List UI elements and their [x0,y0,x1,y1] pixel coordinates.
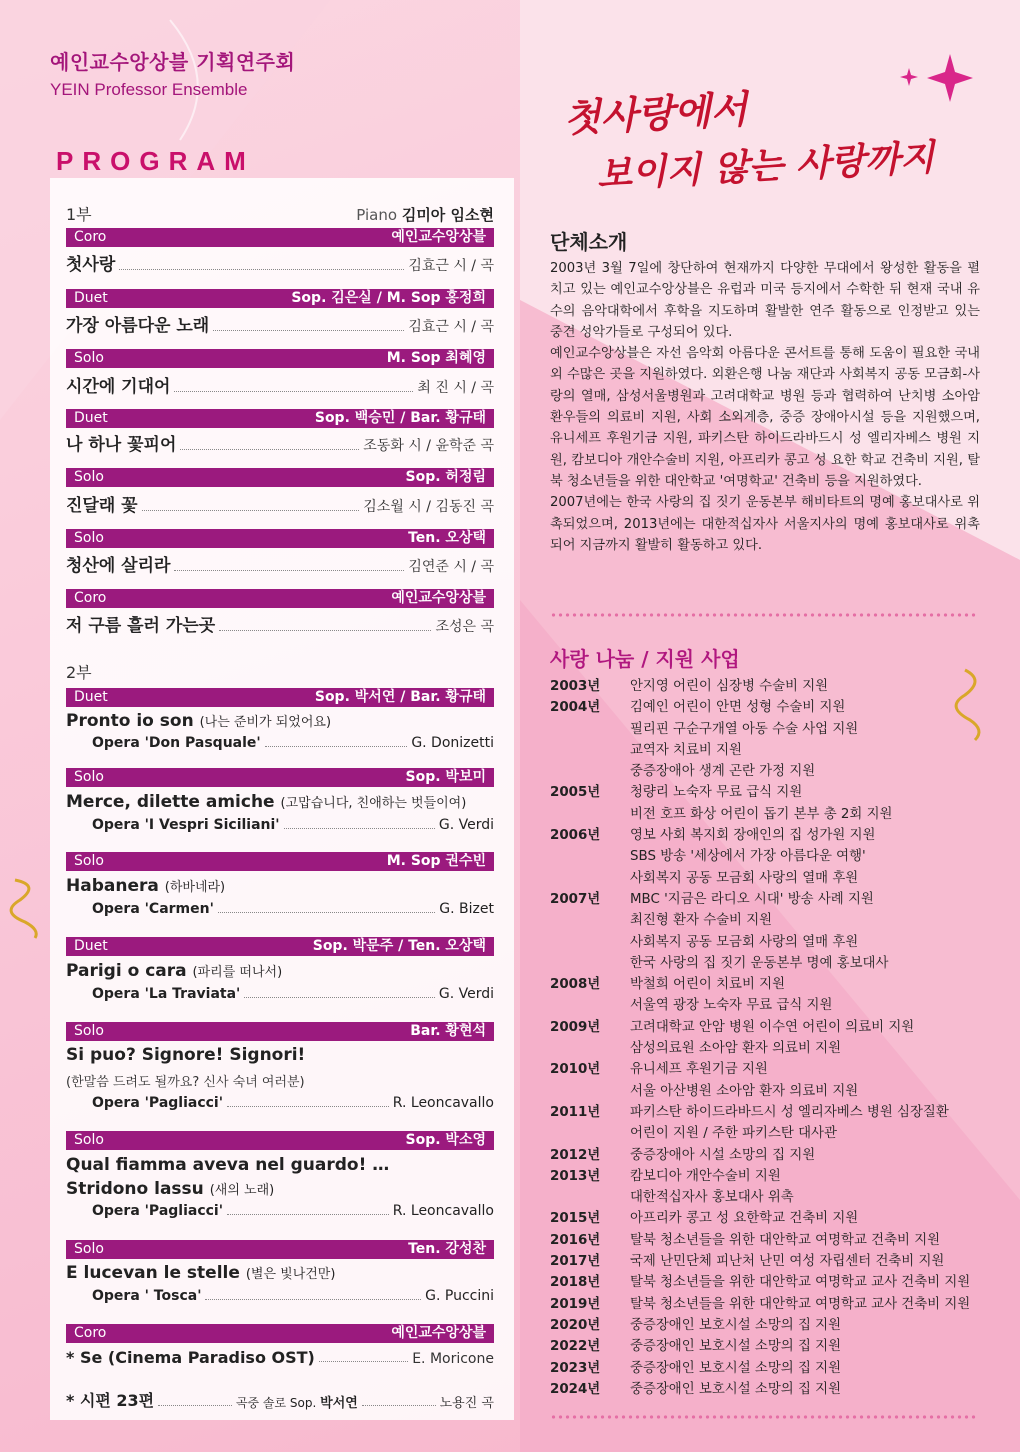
support-text: 캄보디아 개안수술비 지원 [630,1168,781,1184]
support-text: 아프리카 콩고 성 요한학교 건축비 지원 [630,1211,859,1227]
support-row [550,676,990,697]
support-row [550,846,990,867]
support-year: 2003년 [550,679,601,694]
support-text: 한국 사랑의 집 짓기 운동본부 명예 홍보대사 [630,955,889,971]
opera-row: Opera 'Don Pasquale' G. Donizetti [92,735,494,751]
concert-title [562,68,935,199]
support-year [550,995,630,1016]
sparkle-icon [895,50,985,110]
opera-row: Opera 'Pagliacci' R. Leoncavallo [92,1095,494,1111]
aria-translation: (한말씀 드려도 될까요? 신사 숙녀 여러분) [66,1075,305,1090]
support-row [550,1145,990,1166]
item-header: Duet Sop. 김은실 / M. Sop 홍정희 [66,289,494,308]
item-header: Solo Sop. 박소영 [66,1131,494,1150]
support-year: 2006년 [550,828,601,844]
dotted-divider [550,1414,978,1420]
support-row [550,1358,990,1379]
support-year: 2016년 [550,1232,601,1248]
dotted-divider [550,612,978,618]
support-year [550,846,630,867]
support-heading: 사랑 나눔 / 지원 사업 [550,647,740,671]
support-year: 2023년 [550,1360,601,1376]
support-row [550,1081,990,1102]
support-row [550,1272,990,1293]
support-text: 비전 호프 화상 어린이 돕기 본부 총 2회 지원 [630,806,893,822]
support-text: 탈북 청소년들을 위한 대안학교 여명학교 교사 건축비 지원 [630,1275,971,1291]
support-year [550,719,630,740]
support-row [550,974,990,995]
item-header: Coro 예인교수앙상블 [66,1324,494,1343]
support-year: 2009년 [550,1019,601,1035]
support-row [550,910,990,931]
support-row [550,1059,990,1080]
program-item: * Se (Cinema Paradiso OST) E. Moricone [66,1348,494,1367]
support-year [550,932,630,953]
item-header: Duet Sop. 박서연 / Bar. 황규태 [66,688,494,707]
org-title-kr: 예인교수앙상블 기획연주회 [50,50,296,74]
support-year [550,953,630,974]
support-year: 2024년 [550,1381,601,1397]
piano-names: 김미아 임소현 [401,206,494,224]
support-year: 2013년 [550,1168,601,1184]
support-year: 2019년 [550,1296,601,1312]
support-row [550,1294,990,1315]
support-text: 박철희 어린이 치료비 지원 [630,977,786,993]
support-row [550,1123,990,1144]
support-year [550,1187,630,1208]
support-text: 교역자 치료비 지원 [630,742,742,758]
support-year: 2012년 [550,1147,601,1163]
support-text: 어린이 지원 / 주한 파키스탄 대사관 [630,1126,837,1142]
support-text: 필리핀 구순구개열 아동 수술 사업 지원 [630,721,859,737]
aria-title: Parigi o cara (파리를 떠나서) [66,961,283,981]
support-row [550,1102,990,1123]
support-year [550,761,630,782]
support-text: 사회복지 공동 모금회 사랑의 열매 후원 [630,870,859,886]
support-text: 중증장애인 보호시설 소망의 집 지원 [630,1381,842,1397]
part1-label: 1부 [66,205,92,224]
support-year: 2008년 [550,977,601,993]
piano-label: Piano [356,206,398,224]
support-row [550,1166,990,1187]
opera-row: Opera ' Tosca' G. Puccini [92,1288,494,1304]
support-row [550,782,990,803]
support-text: 대한적십자사 홍보대사 위촉 [630,1190,794,1206]
part2-label: 2부 [66,663,92,682]
support-text: 서울역 광장 노숙자 무료 급식 지원 [630,998,833,1014]
support-text: 중증장애인 보호시설 소망의 집 지원 [630,1360,842,1376]
support-text: 탈북 청소년들을 위한 대안학교 여명학교 건축비 지원 [630,1232,941,1248]
title-line-2: 보이지 않는 사랑까지 [595,136,936,196]
aria-title: Merce, dilette amiche (고맙습니다, 친애하는 벗들이여) [66,792,467,812]
support-row [550,995,990,1016]
aria-title: Pronto io son (나는 준비가 되었어요) [66,711,332,731]
aria-title-2: Stridono lassu (새의 노래) [66,1179,275,1199]
aria-title: Qual fiamma aveva nel guardo! … [66,1155,390,1175]
support-year: 2004년 [550,700,601,716]
opera-row: Opera 'Carmen' G. Bizet [92,901,494,917]
title-line-1: 첫사랑에서 [562,86,749,141]
support-text: 청량리 노숙자 무료 급식 지원 [630,785,803,801]
aria-title: Si puo? Signore! Signori! [66,1045,306,1065]
support-row [550,1038,990,1059]
program-item: 저 구름 흘러 가는곳 조성은 곡 [66,616,494,636]
support-year: 2007년 [550,891,601,907]
support-row [550,1187,990,1208]
support-year [550,910,630,931]
support-row [550,1017,990,1038]
support-year [550,1081,630,1102]
piano-credit [356,204,494,225]
support-year: 2005년 [550,785,601,801]
item-header: Coro 예인교수앙상블 [66,228,494,247]
program-item: 진달래 꽃 김소월 시 / 김동진 곡 [66,496,494,516]
item-header: Duet Sop. 백승민 / Bar. 황규태 [66,409,494,428]
program-heading: PROGRAM [56,146,255,176]
support-row [550,889,990,910]
finale-item: * 시편 23편 곡중 솔로 Sop. 박서연 노용진 곡 [66,1391,494,1411]
support-year [550,1038,630,1059]
support-text: 중증장애인 보호시설 소망의 집 지원 [630,1339,842,1355]
support-row [550,804,990,825]
support-text: MBC '지금은 라디오 시대' 방송 사례 지원 [630,891,874,907]
support-year: 2018년 [550,1275,601,1291]
support-year: 2022년 [550,1339,601,1355]
support-year: 2011년 [550,1104,601,1120]
support-row [550,825,990,846]
support-text: 사회복지 공동 모금회 사랑의 열매 후원 [630,934,859,950]
support-row [550,1379,990,1400]
aria-title: Habanera (하바네라) [66,876,226,896]
support-text: 김예인 어린이 안면 성형 수술비 지원 [630,700,846,716]
item-header: Solo M. Sop 권수빈 [66,852,494,871]
item-header: Coro 예인교수앙상블 [66,589,494,608]
opera-row: Opera 'La Traviata' G. Verdi [92,986,494,1002]
support-text: SBS 방송 '세상에서 가장 아름다운 여행' [630,849,866,865]
support-row [550,1315,990,1336]
support-year: 2010년 [550,1062,601,1078]
org-title-en: YEIN Professor Ensemble [50,80,248,99]
support-row [550,932,990,953]
intro-text: 2003년 3월 7일에 창단하여 현재까지 다양한 무대에서 왕성한 활동을 펼치고 있는 예인교수앙상블은 유럽과 미국 등지에서 수학한 뒤 현재 국내 유수의 음악대학에서 후학을 지도하며 활발한 연주 활동으로 인정받고 있는 중견 성악가들로 구성되어 있다. 예인교수앙상블은 자선 음악회 아름다운 콘서트를 통해 도움이 필요한 국내외 수많은 곳을 지원하였다. 외환은행 나눔 재단과 사회복지 공동 모금회-사랑의 열매, 삼성서울병원과 고려대학교 병원 등과 협력하여 난치병 소아암 환우들의 의료비 지원, 사회 소외계층, 중증 장애아시설 등을 지원했으며, 유니세프 후원기금 지원, 파키스탄 하이드라바드시 성 엘리자베스 병원 지원, 캄보디아 개안수술비 지원, 아프리카 콩고 성 요한 학교 건축비 지원, 탈북 청소년들을 위한 대안학교 '여명학교' 건축비 등을 지원하였다. 2007년에는 한국 사랑의 집 짓기 운동본부 해비타트의 명예 홍보대사로 위촉되었으며, 2013년에는 대한적십자사 서울지사의 명예 홍보대사로 위촉되어 지금까지 활발히 활동하고 있다. [550,261,980,553]
support-text: 탈북 청소년들을 위한 대안학교 여명학교 교사 건축비 지원 [630,1296,971,1312]
support-row [550,740,990,761]
support-text: 영보 사회 복지회 장애인의 집 성가원 지원 [630,828,876,844]
item-header: Duet Sop. 박문주 / Ten. 오상택 [66,937,494,956]
intro-heading: 단체소개 [550,230,628,254]
program-item: 청산에 살리라 김연준 시 / 곡 [66,556,494,576]
program-item: 가장 아름다운 노래 김효근 시 / 곡 [66,316,494,336]
support-row [550,1336,990,1357]
support-row [550,953,990,974]
item-header: Solo Sop. 박보미 [66,768,494,787]
support-text: 삼성의료원 소아암 환자 의료비 지원 [630,1041,842,1057]
support-year [550,1123,630,1144]
item-header: Solo Ten. 강성찬 [66,1240,494,1259]
support-text: 서울 아산병원 소아암 환자 의료비 지원 [630,1083,859,1099]
program-item: 첫사랑 김효근 시 / 곡 [66,255,494,275]
support-text: 유니세프 후원기금 지원 [630,1062,768,1078]
support-row [550,697,990,718]
support-year: 2015년 [550,1211,601,1227]
aria-title: E lucevan le stelle (별은 빛나건만) [66,1263,336,1283]
support-year: 2020년 [550,1317,601,1333]
support-row [550,761,990,782]
support-text: 국제 난민단체 피난처 난민 여성 자립센터 건축비 지원 [630,1254,945,1270]
opera-row: Opera 'Pagliacci' R. Leoncavallo [92,1203,494,1219]
item-header: Solo M. Sop 최혜영 [66,349,494,368]
support-year: 2017년 [550,1254,601,1270]
support-text: 중증장애아 생계 곤란 가정 지원 [630,764,816,780]
opera-row: Opera 'I Vespri Siciliani' G. Verdi [92,817,494,833]
item-header: Solo Sop. 허정림 [66,468,494,487]
support-year [550,740,630,761]
program-item: 시간에 기대어 최 진 시 / 곡 [66,377,494,397]
support-row [550,1208,990,1229]
support-text: 안지영 어린이 심장병 수술비 지원 [630,679,829,694]
support-text: 중증장애인 보호시설 소망의 집 지원 [630,1317,842,1333]
support-row [550,1251,990,1272]
item-header: Solo Bar. 황현석 [66,1022,494,1041]
item-header: Solo Ten. 오상택 [66,529,494,548]
support-text: 파키스탄 하이드라바드시 성 엘리자베스 병원 심장질환 [630,1104,949,1120]
support-year [550,804,630,825]
support-text: 고려대학교 안암 병원 이수연 어린이 의료비 지원 [630,1019,915,1035]
support-row [550,1230,990,1251]
support-row [550,719,990,740]
support-year [550,868,630,889]
program-item: 나 하나 꽃피어 조동화 시 / 윤학준 곡 [66,435,494,455]
support-row [550,868,990,889]
support-text: 최진형 환자 수술비 지원 [630,913,773,929]
support-text: 중증장애아 시설 소망의 집 지원 [630,1147,816,1163]
support-history [550,676,990,1400]
